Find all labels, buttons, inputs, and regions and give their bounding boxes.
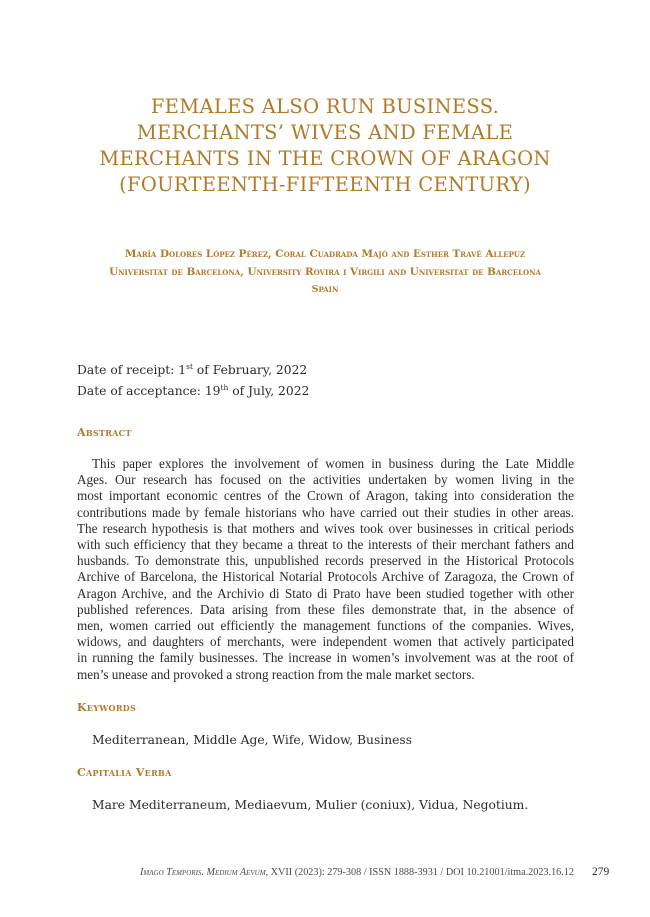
journal-name: Imago Temporis. Medium Aevum [140,867,266,878]
abstract-body [77,456,574,683]
capitalia-heading: Capitalia Verba [77,766,172,779]
abstract-line: men, women carried out efficiently the management functions of the companies. Wives, [77,618,574,634]
journal-citation: , XVII (2023): 279-308 / ISSN 1888-3931 / DOI 10.21001/itma.2023.16.12 [265,867,574,878]
abstract-line: contributions made by female historians who have carried out their studies in other areas. [77,504,574,520]
abstract-line: men’s unease and provoked a strong reaction from the male market sectors. [77,666,475,682]
date-acceptance-suffix: of July, 2022 [228,384,310,399]
date-acceptance-sup: th [220,383,229,393]
date-receipt-prefix: Date of receipt: 1 [77,363,187,378]
title-line: FEMALES ALSO RUN BUSINESS. [150,95,500,118]
author-affiliations: Universitat de Barcelona, University Rovira i Virgili and Universitat de Barcelona [109,266,541,278]
date-receipt [77,358,309,379]
abstract-line: most important economic centres of the Crown of Aragon, taking into consideration the [77,488,574,504]
abstract-line: husbands. To demonstrate this, unpublished records preserved in the Historical Protocols [77,553,574,569]
abstract-line: widows, and daughters of merchants, were independent women that actively participated [77,634,574,650]
abstract-line: Aragon Archive, and the Archivio di Stato di Prato have been studied together with other [77,585,574,601]
article-title [60,94,590,198]
title-line: MERCHANTS IN THE CROWN OF ARAGON [99,147,551,170]
page-footer [0,867,574,878]
abstract-line: The research hypothesis is that mothers and wives took over businesses in critical periods [77,520,574,536]
abstract-line: Ages. Our research has focused on the activities undertaken by women living in the [77,472,574,488]
date-receipt-suffix: of February, 2022 [193,363,308,378]
author-country: Spain [311,284,339,295]
page-number: 279 [592,866,610,878]
date-receipt-sup: st [186,362,193,371]
dates-block [77,358,309,400]
abstract-line: published references. Data arising from these files demonstrate that, in the absence of [77,601,574,617]
capitalia-text: Mare Mediterraneum, Mediaevum, Mulier (coniux), Vidua, Negotium. [92,798,529,812]
abstract-heading: Abstract [77,426,132,439]
keywords-text: Mediterranean, Middle Age, Wife, Widow, Business [92,733,413,747]
keywords-heading: Keywords [77,701,137,714]
author-names: María Dolores López Pérez, Coral Cuadrada Majó and Esther Travé Allepuz [124,248,526,260]
date-acceptance-prefix: Date of acceptance: 19 [77,384,221,399]
abstract-line: Archive of Barcelona, the Historical Notarial Protocols Archive of Zaragoza, the Crown of [77,569,574,585]
date-acceptance [77,379,309,400]
abstract-line: with such efficiency that they became a threat to the interests of their merchant fathers and [77,537,574,553]
title-line: MERCHANTS’ WIVES AND FEMALE [136,121,514,144]
author-block [40,245,610,299]
title-line: (FOURTEENTH-FIFTEENTH CENTURY) [119,173,531,196]
abstract-line: This paper explores the involvement of women in business during the Late Middle [92,456,574,471]
abstract-line: in running the family businesses. The increase in women’s involvement was at the root of [77,650,574,666]
